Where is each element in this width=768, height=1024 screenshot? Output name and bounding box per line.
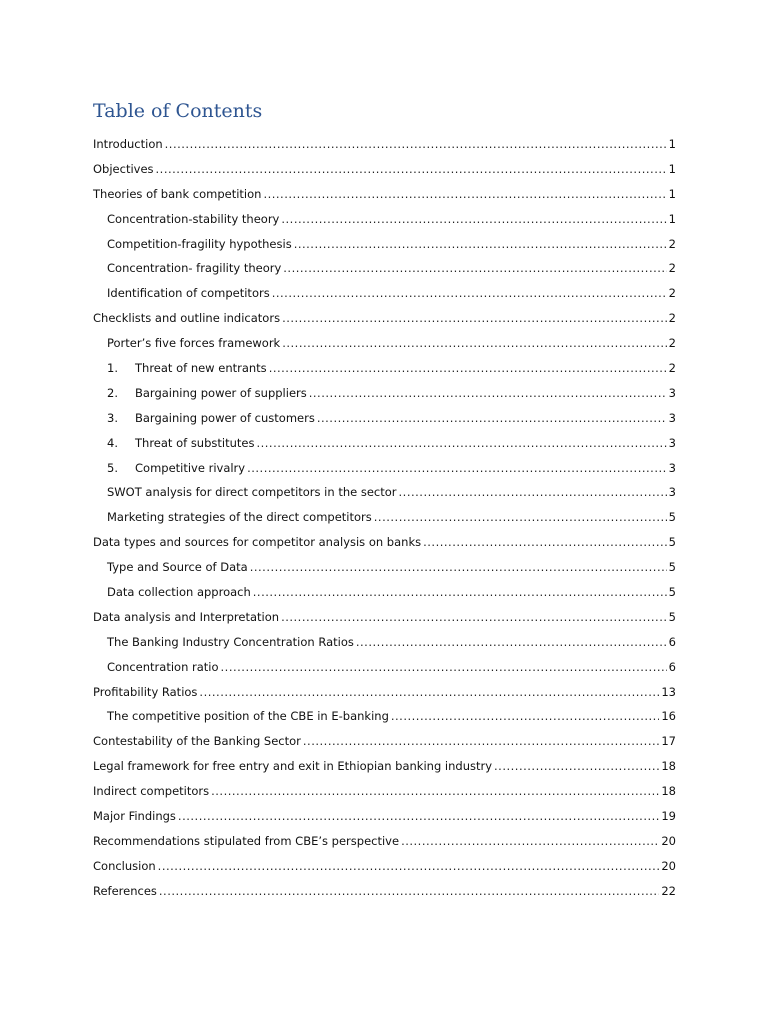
toc-entry-page-number: 22	[661, 883, 676, 898]
toc-dot-leader	[282, 331, 666, 356]
toc-dot-leader	[317, 406, 667, 431]
toc-entry-label: References	[93, 883, 157, 898]
toc-entry-page-number: 13	[661, 684, 676, 699]
toc-dot-leader	[282, 306, 667, 331]
toc-entry-label: Data analysis and Interpretation	[93, 609, 280, 624]
toc-entry[interactable]	[93, 182, 676, 207]
toc-entry-page-number: 2	[668, 361, 676, 376]
toc-entry-page-number: 3	[668, 410, 676, 425]
toc-dot-leader	[158, 854, 660, 879]
toc-list	[93, 132, 676, 904]
toc-entry[interactable]	[93, 356, 676, 381]
toc-entry-page-number: 20	[661, 858, 676, 873]
toc-entry-label: Recommendations stipulated from CBE’s perspective	[93, 833, 400, 848]
toc-entry-label: Concentration-stability theory	[107, 211, 280, 226]
toc-entry-page-number: 2	[668, 286, 676, 301]
toc-entry[interactable]	[93, 157, 676, 182]
toc-entry[interactable]	[93, 680, 676, 705]
toc-entry-label: Introduction	[93, 137, 163, 151]
toc-entry[interactable]	[93, 829, 676, 854]
toc-entry-page-number: 5	[668, 585, 676, 600]
toc-dot-leader	[253, 580, 667, 605]
toc-dot-leader	[494, 754, 659, 779]
toc-entry[interactable]	[93, 630, 676, 655]
toc-dot-leader	[281, 207, 666, 232]
toc-dot-leader	[309, 381, 667, 406]
toc-dot-leader	[199, 680, 659, 705]
toc-entry-label: Competitive rivalry	[135, 460, 246, 475]
toc-dot-leader	[374, 505, 667, 530]
toc-entry-page-number: 18	[661, 759, 676, 774]
toc-dot-leader	[263, 182, 666, 207]
toc-entry-page-number: 5	[668, 560, 676, 575]
toc-entry-page-number: 3	[668, 435, 676, 450]
toc-entry[interactable]	[93, 779, 676, 804]
toc-entry-label: Porter’s five forces framework	[107, 336, 281, 351]
toc-entry[interactable]	[93, 132, 676, 157]
toc-entry[interactable]	[93, 456, 676, 481]
toc-entry-label: Threat of new entrants	[135, 361, 267, 376]
toc-dot-leader	[221, 655, 667, 680]
toc-entry[interactable]	[93, 331, 676, 356]
toc-entry[interactable]	[93, 480, 676, 505]
toc-entry-page-number: 19	[661, 809, 676, 824]
toc-dot-leader	[250, 555, 667, 580]
toc-entry-page-number: 2	[668, 261, 676, 276]
toc-entry-label: Major Findings	[93, 809, 176, 824]
toc-dot-leader	[423, 530, 667, 555]
toc-entry[interactable]	[93, 306, 676, 331]
toc-entry-page-number: 5	[668, 609, 676, 624]
toc-entry-page-number: 20	[661, 833, 676, 848]
toc-entry-label: SWOT analysis for direct competitors in the sector	[107, 485, 397, 500]
toc-entry-page-number: 17	[661, 734, 676, 749]
toc-dot-leader	[178, 804, 659, 829]
toc-entry[interactable]	[93, 505, 676, 530]
toc-entry-page-number: 2	[668, 311, 676, 326]
toc-entry-page-number: 1	[668, 161, 676, 176]
toc-entry-label: Profitability Ratios	[93, 684, 198, 699]
toc-entry-page-number: 1	[668, 137, 676, 151]
toc-entry-number: 5.	[107, 460, 118, 475]
toc-entry-page-number: 3	[668, 385, 676, 400]
toc-entry[interactable]	[93, 854, 676, 879]
toc-dot-leader	[269, 356, 667, 381]
toc-dot-leader	[156, 157, 667, 182]
toc-entry-number: 1.	[107, 361, 118, 376]
toc-dot-leader	[211, 779, 659, 804]
toc-entry-page-number: 5	[668, 535, 676, 550]
toc-title: Table of Contents	[93, 100, 263, 122]
toc-entry-label: Indirect competitors	[93, 784, 210, 799]
toc-entry-label: Bargaining power of suppliers	[135, 385, 307, 400]
toc-dot-leader	[303, 729, 659, 754]
toc-entry[interactable]	[93, 530, 676, 555]
toc-dot-leader	[247, 456, 667, 481]
toc-entry-label: Threat of substitutes	[135, 435, 255, 450]
toc-entry[interactable]	[93, 605, 676, 630]
toc-dot-leader	[272, 281, 667, 306]
toc-entry[interactable]	[93, 431, 676, 456]
toc-dot-leader	[283, 256, 666, 281]
toc-dot-leader	[165, 132, 667, 157]
toc-entry-label: Concentration ratio	[107, 659, 219, 674]
toc-entry[interactable]	[93, 729, 676, 754]
toc-entry-label: Data types and sources for competitor analysis on banks	[93, 535, 422, 550]
toc-entry[interactable]	[93, 879, 676, 904]
toc-entry-page-number: 6	[668, 634, 676, 649]
toc-entry-label: Conclusion	[93, 858, 156, 873]
toc-entry[interactable]	[93, 580, 676, 605]
toc-entry[interactable]	[93, 754, 676, 779]
toc-entry-label: Competition-fragility hypothesis	[107, 236, 292, 251]
toc-entry-label: Concentration- fragility theory	[107, 261, 282, 276]
toc-entry-number: 2.	[107, 385, 118, 400]
toc-entry[interactable]	[93, 381, 676, 406]
toc-dot-leader	[356, 630, 667, 655]
toc-entry-page-number: 18	[661, 784, 676, 799]
toc-entry-label: Objectives	[93, 161, 154, 176]
toc-dot-leader	[256, 431, 666, 456]
toc-dot-leader	[401, 829, 659, 854]
toc-entry-label: Legal framework for free entry and exit in Ethiopian banking industry	[93, 759, 493, 774]
toc-entry-label: The competitive position of the CBE in E-banking	[107, 709, 389, 724]
toc-entry-label: Marketing strategies of the direct competitors	[107, 510, 372, 525]
toc-entry-page-number: 2	[668, 236, 676, 251]
toc-entry[interactable]	[93, 655, 676, 680]
toc-entry-label: Bargaining power of customers	[135, 410, 315, 425]
toc-entry[interactable]	[93, 232, 676, 257]
toc-entry-page-number: 1	[668, 186, 676, 201]
toc-entry-page-number: 6	[668, 659, 676, 674]
toc-entry[interactable]	[93, 406, 676, 431]
toc-dot-leader	[159, 879, 659, 904]
toc-entry-page-number: 2	[668, 336, 676, 351]
toc-entry-label: Theories of bank competition	[93, 186, 262, 201]
toc-entry-label: Checklists and outline indicators	[93, 311, 281, 326]
toc-entry-number: 3.	[107, 410, 118, 425]
toc-entry-label: The Banking Industry Concentration Ratios	[107, 634, 354, 649]
toc-entry-number: 4.	[107, 435, 118, 450]
toc-entry-page-number: 1	[668, 211, 676, 226]
toc-entry-label: Type and Source of Data	[107, 560, 248, 575]
toc-entry[interactable]	[93, 207, 676, 232]
toc-entry-page-number: 3	[668, 460, 676, 475]
toc-entry-label: Data collection approach	[107, 585, 251, 600]
toc-entry[interactable]	[93, 281, 676, 306]
toc-entry[interactable]	[93, 704, 676, 729]
toc-entry-label: Identification of competitors	[107, 286, 270, 301]
toc-dot-leader	[281, 605, 667, 630]
toc-entry[interactable]	[93, 804, 676, 829]
toc-entry-label: Contestability of the Banking Sector	[93, 734, 301, 749]
toc-entry-page-number: 5	[668, 510, 676, 525]
toc-dot-leader	[294, 232, 667, 257]
toc-dot-leader	[399, 480, 667, 505]
toc-entry-page-number: 16	[661, 709, 676, 724]
toc-entry-page-number: 3	[668, 485, 676, 500]
toc-dot-leader	[391, 704, 659, 729]
toc-entry[interactable]	[93, 256, 676, 281]
toc-entry[interactable]	[93, 555, 676, 580]
